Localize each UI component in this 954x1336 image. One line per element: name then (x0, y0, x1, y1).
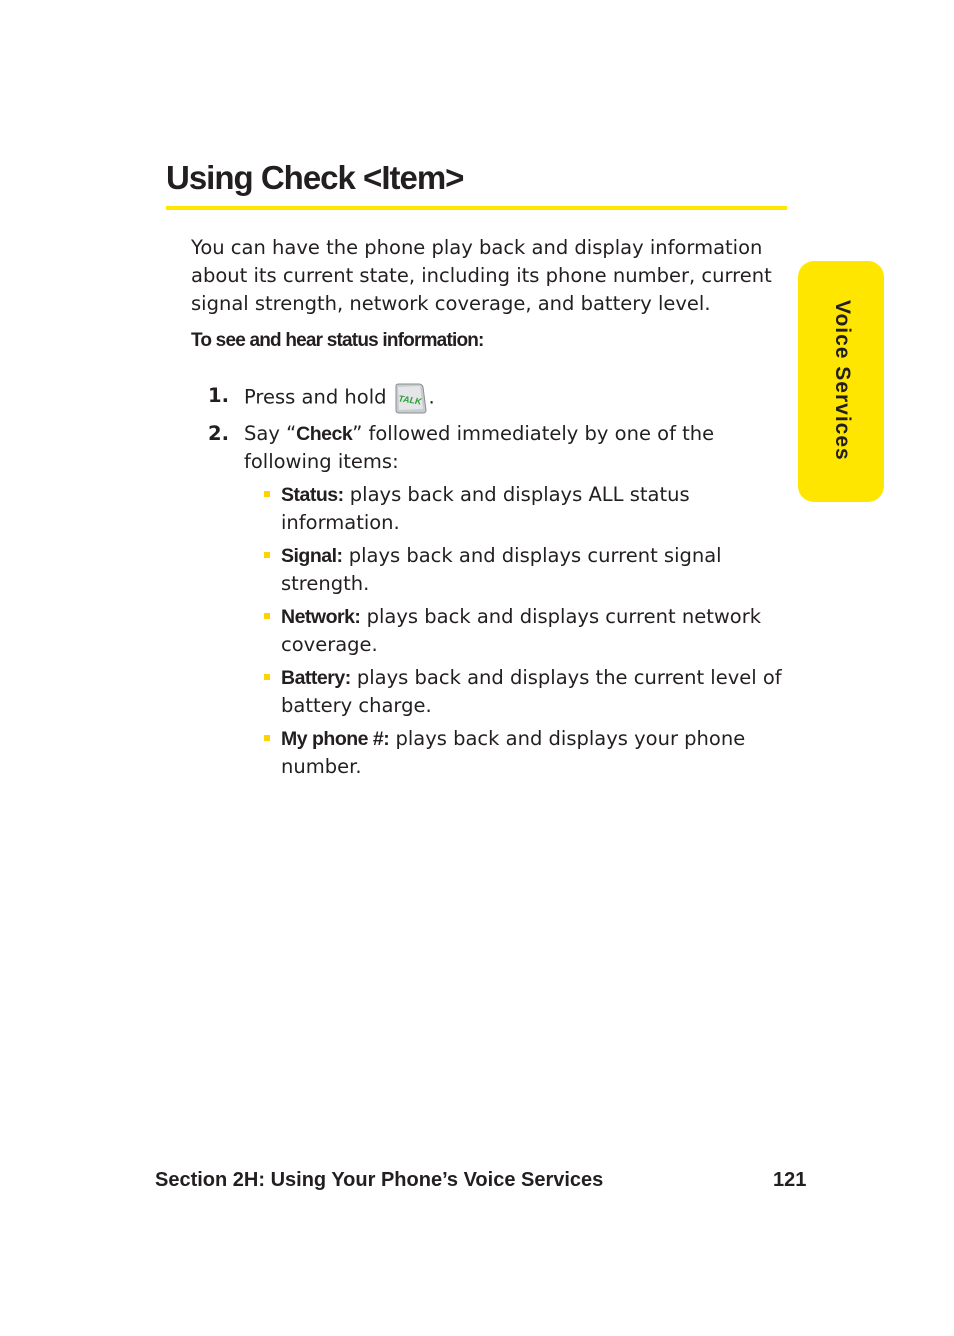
item-description: plays back and displays current signal strength. (281, 544, 722, 595)
bullet-marker (264, 552, 270, 558)
item-term: My phone #: (281, 728, 390, 750)
step-text: Press and hold TALK . (244, 382, 744, 414)
page-number: 121 (773, 1169, 807, 1191)
bullet-marker (264, 674, 270, 680)
intro-paragraph: You can have the phone play back and display information about its current state, including its phone number, current signal strength, network coverage, and battery level. (191, 236, 772, 315)
item-description: plays back and displays your phone number. (281, 727, 746, 778)
bullet-marker (264, 491, 270, 497)
procedure-heading: To see and hear status information: (191, 330, 484, 351)
item-term: Status: (281, 484, 344, 506)
step-text: Say “Check” followed immediately by one of the following items: (244, 422, 715, 473)
item-description: plays back and displays the current level of battery charge. (281, 666, 782, 717)
page-title: Using Check <Item> (166, 159, 464, 196)
talk-key-icon (393, 382, 427, 414)
bullet-marker (264, 735, 270, 741)
talk-key-label: TALK (397, 393, 422, 407)
item-description: plays back and displays ALL status information. (281, 483, 690, 534)
item-term: Battery: (281, 667, 351, 689)
step-number: 2. (208, 422, 229, 445)
section-tab-label: Voice Services (831, 300, 854, 461)
item-term: Signal: (281, 545, 343, 567)
item-term: Network: (281, 606, 361, 628)
bullet-marker (264, 613, 270, 619)
title-underline (166, 206, 787, 210)
command-word: Check (296, 423, 353, 445)
footer-section-title: Section 2H: Using Your Phone’s Voice Services (155, 1169, 604, 1191)
item-description: plays back and displays current network coverage. (281, 605, 762, 656)
step-number: 1. (208, 384, 229, 407)
